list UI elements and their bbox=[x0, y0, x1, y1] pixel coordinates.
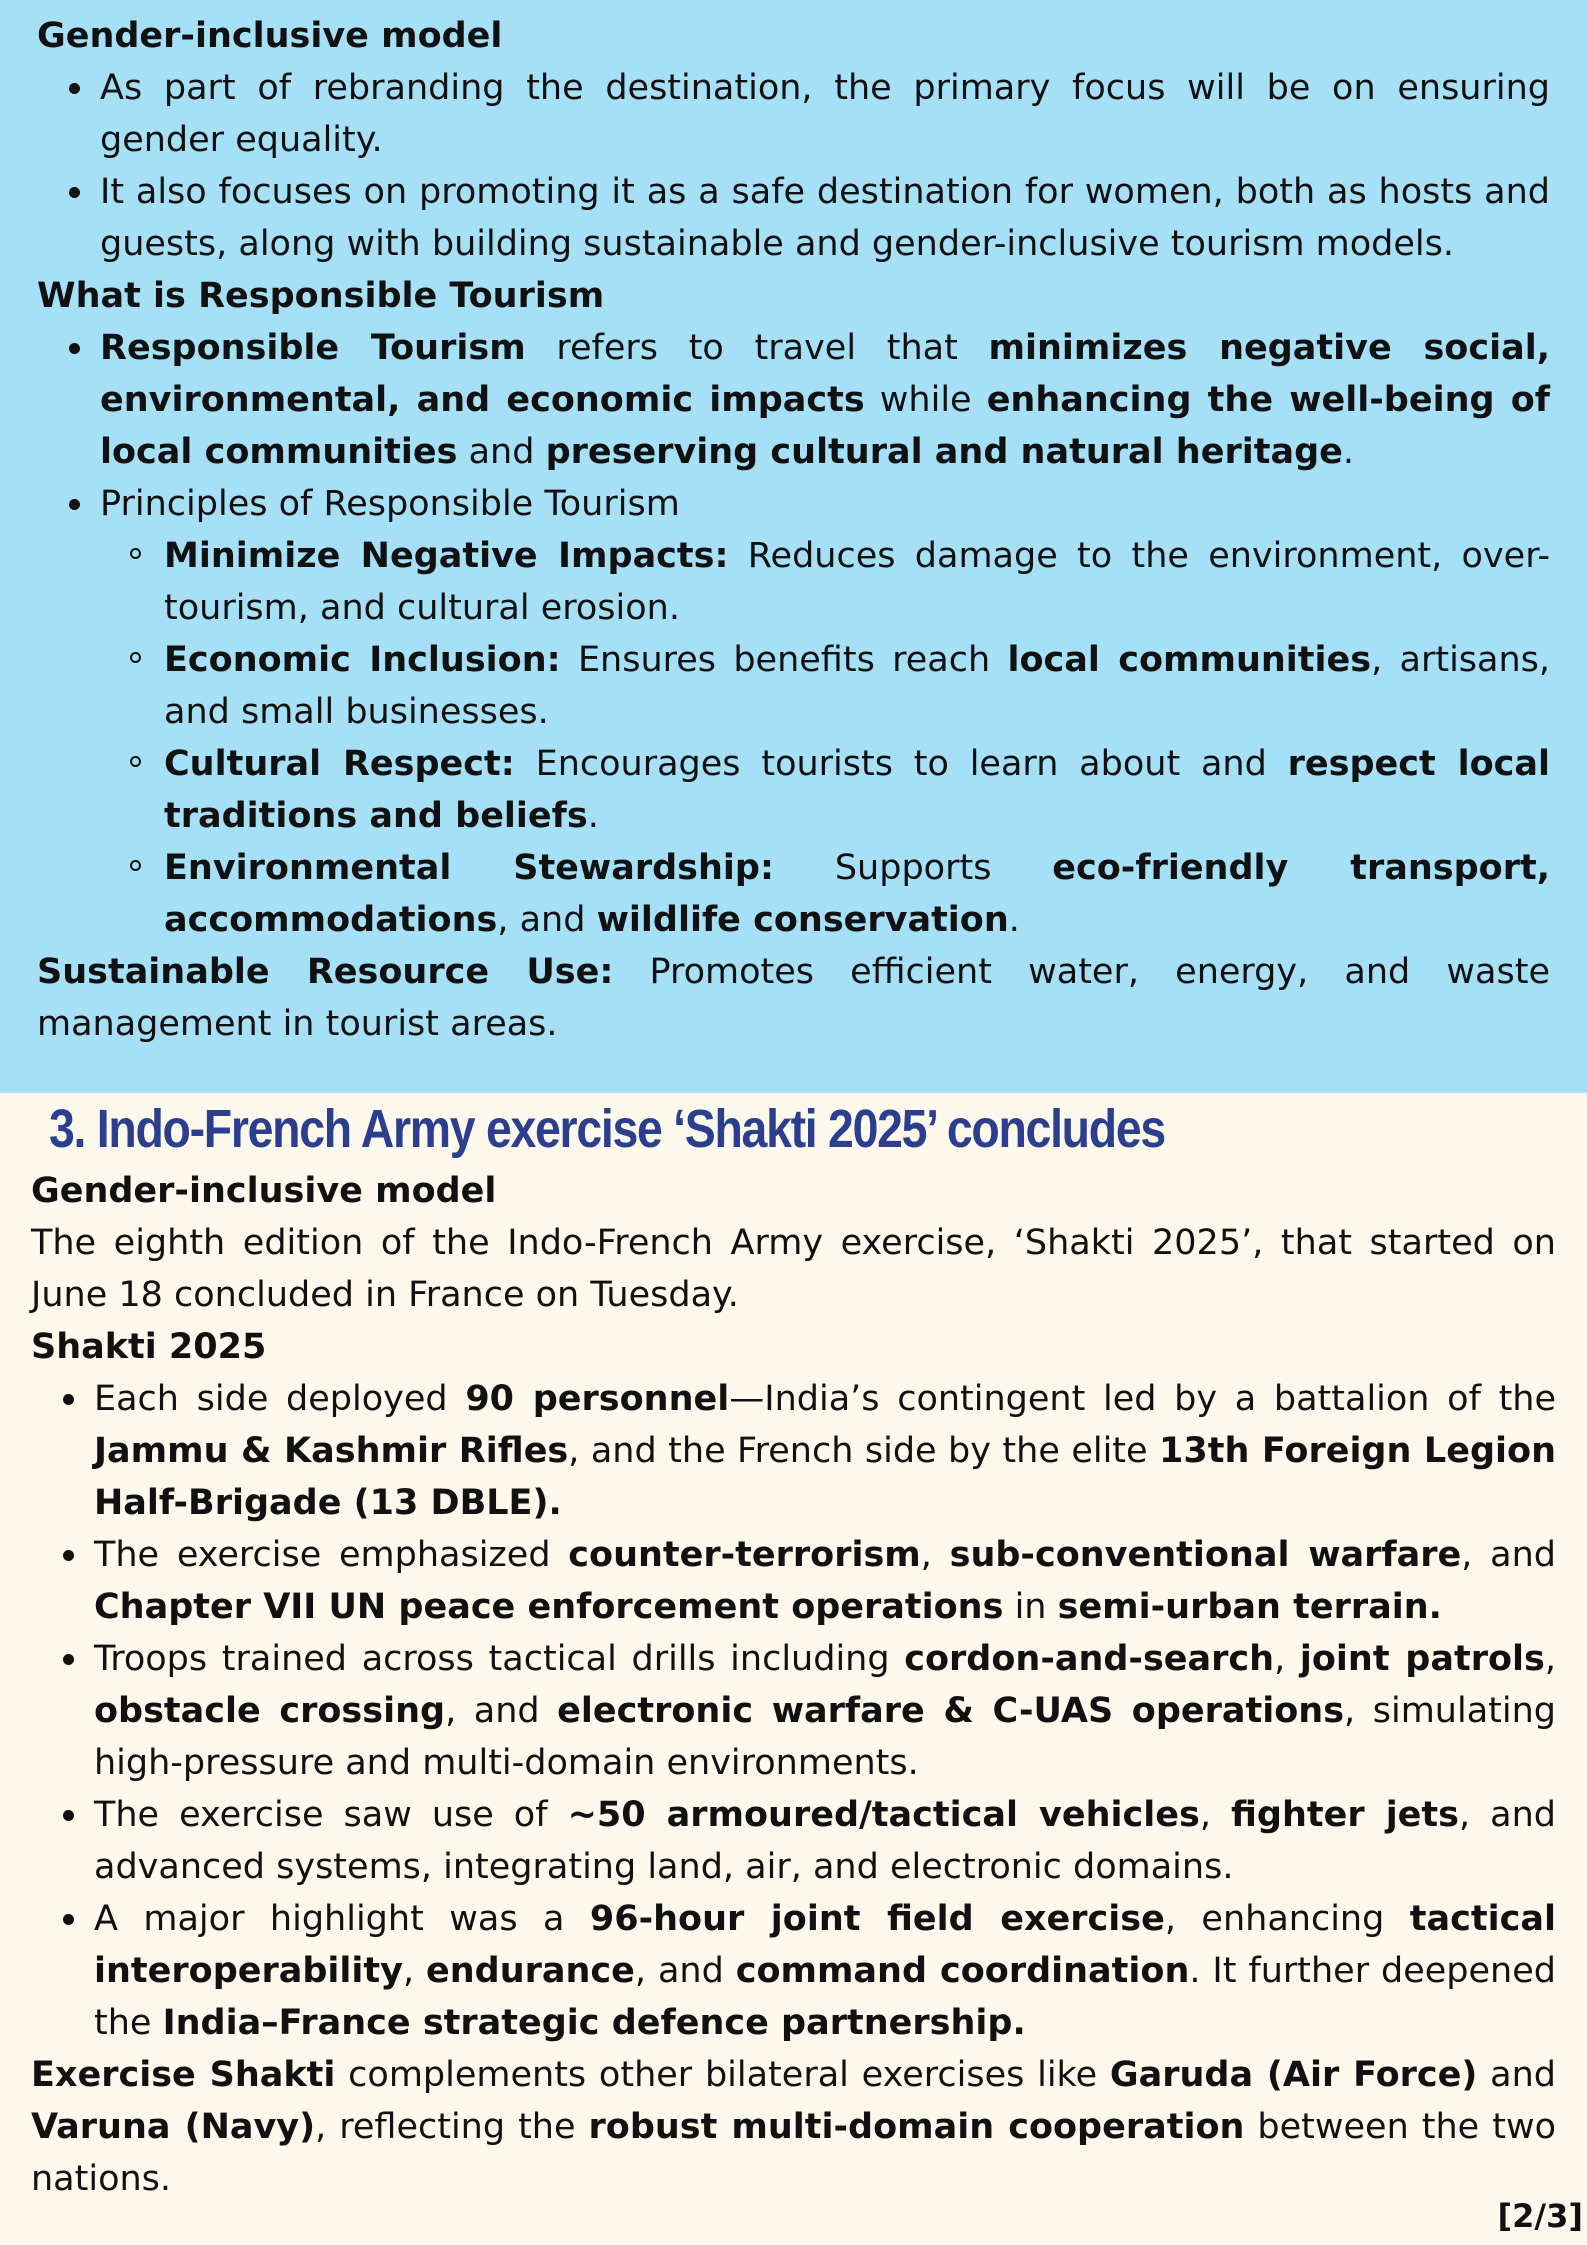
bold-text: cordon-and-search bbox=[904, 1639, 1275, 1679]
text: , and bbox=[497, 900, 597, 940]
list-item bbox=[37, 478, 1550, 946]
text: Troops trained across tactical drills including bbox=[94, 1639, 905, 1679]
bold-text: endurance bbox=[426, 1951, 635, 1991]
sustainable-resource-paragraph bbox=[37, 946, 1550, 1050]
text: . bbox=[1342, 432, 1354, 472]
bold-text: eco-friendly transport, accommodations bbox=[164, 848, 1550, 940]
text: , enhancing bbox=[1164, 1899, 1410, 1939]
bold-text: command coordination bbox=[735, 1951, 1190, 1991]
page-number: [2/3] bbox=[1497, 2197, 1583, 2235]
bold-text: Cultural Respect: bbox=[164, 744, 515, 784]
bold-text: respect local traditions and beliefs bbox=[164, 744, 1550, 836]
bold-text: Exercise Shakti bbox=[31, 2055, 336, 2095]
text: and bbox=[1477, 2055, 1556, 2095]
text: The exercise saw use of bbox=[94, 1795, 568, 1835]
bold-text: Chapter VII UN peace enforcement operations bbox=[94, 1587, 1004, 1627]
text: in bbox=[1003, 1587, 1058, 1627]
heading-shakti-2025: Shakti 2025 bbox=[31, 1327, 267, 1367]
text: , and advanced systems, integrating land, air, and electronic domains. bbox=[94, 1795, 1556, 1887]
bold-text: counter-terrorism bbox=[568, 1535, 921, 1575]
bold-text: electronic warfare & C-UAS operations bbox=[557, 1691, 1345, 1731]
bold-text: ~50 armoured/tactical vehicles bbox=[567, 1795, 1200, 1835]
bold-text: robust multi-domain cooperation bbox=[588, 2107, 1245, 2147]
bold-text: sub-conventional warfare bbox=[949, 1535, 1462, 1575]
shakti-section bbox=[0, 1093, 1587, 2245]
text: Supports bbox=[773, 848, 1053, 888]
responsible-tourism-list bbox=[37, 322, 1550, 946]
bold-text: Varuna (Navy) bbox=[31, 2107, 316, 2147]
bold-text: tactical interoperability bbox=[94, 1899, 1556, 1991]
bold-text: 90 personnel bbox=[465, 1379, 730, 1419]
text: . bbox=[587, 796, 599, 836]
intro-paragraph: The eighth edition of the Indo-French Army exercise, ‘Shakti 2025’, that started on June 18 concluded in France on Tuesday. bbox=[31, 1223, 1556, 1315]
bold-text: minimizes negative social, environmental, and economic impacts bbox=[100, 328, 1550, 420]
bold-text: obstacle crossing bbox=[94, 1691, 446, 1731]
principle-item bbox=[100, 738, 1550, 842]
bold-text: joint patrols bbox=[1299, 1639, 1545, 1679]
list-item: It also focuses on promoting it as a safe destination for women, both as hosts and guests, along with building sustainable and gender-inclusive tourism models. bbox=[37, 166, 1550, 270]
bold-text: enhancing the well-being of local communities bbox=[100, 380, 1550, 472]
bold-text: Garuda (Air Force) bbox=[1109, 2055, 1478, 2095]
principle-item bbox=[100, 842, 1550, 946]
list-item bbox=[31, 1529, 1556, 1633]
bold-text: fighter jets bbox=[1230, 1795, 1459, 1835]
bold-text: preserving cultural and natural heritage bbox=[545, 432, 1343, 472]
text: and bbox=[457, 432, 546, 472]
bold-text: wildlife conservation bbox=[596, 900, 1009, 940]
bold-text: 96-hour joint field exercise bbox=[589, 1899, 1165, 1939]
bold-text: Environmental Stewardship: bbox=[164, 848, 774, 888]
text: complements other bilateral exercises like bbox=[335, 2055, 1110, 2095]
list-item bbox=[31, 1789, 1556, 1893]
text: Each side deployed bbox=[94, 1379, 466, 1419]
text: , bbox=[1274, 1639, 1300, 1679]
text: , and bbox=[1461, 1535, 1556, 1575]
text: . bbox=[1008, 900, 1020, 940]
heading-gender-inclusive: Gender-inclusive model bbox=[31, 1171, 497, 1211]
text: , simulating high-pressure and multi-domain environments. bbox=[94, 1691, 1556, 1783]
text: Encourages tourists to learn about and bbox=[514, 744, 1288, 784]
principle-item bbox=[100, 530, 1550, 634]
text: , bbox=[402, 1951, 426, 1991]
bold-text: Minimize Negative Impacts: bbox=[164, 536, 729, 576]
text: , bbox=[1199, 1795, 1231, 1835]
principle-item bbox=[100, 634, 1550, 738]
text: between the two nations. bbox=[31, 2107, 1556, 2199]
list-item bbox=[37, 322, 1550, 478]
list-item: As part of rebranding the destination, the primary focus will be on ensuring gender equality. bbox=[37, 62, 1550, 166]
bold-text: Economic Inclusion: bbox=[164, 640, 561, 680]
text: , and the French side by the elite bbox=[568, 1431, 1160, 1471]
text: , artisans, and small businesses. bbox=[164, 640, 1551, 732]
text: . It further deepened the bbox=[94, 1951, 1556, 2043]
principles-list bbox=[100, 530, 1550, 946]
text: Reduces damage to the environment, over-tourism, and cultural erosion. bbox=[164, 536, 1550, 628]
text: refers to travel that bbox=[525, 328, 989, 368]
bold-text: Jammu & Kashmir Rifles bbox=[94, 1431, 569, 1471]
section-title: 3. Indo-French Army exercise ‘Shakti 2025’ concludes bbox=[49, 1099, 1165, 1159]
bold-text: Responsible Tourism bbox=[100, 328, 526, 368]
text: Promotes efficient water, energy, and waste management in tourist areas. bbox=[37, 952, 1550, 1044]
gender-bullet-list bbox=[37, 62, 1550, 270]
text: —India’s contingent led by a battalion of the bbox=[729, 1379, 1557, 1419]
text: , and bbox=[445, 1691, 558, 1731]
bold-text: local communities bbox=[1007, 640, 1372, 680]
text: Ensures benefits reach bbox=[560, 640, 1008, 680]
shakti-bullet-list bbox=[31, 1373, 1556, 2049]
bold-text: Sustainable Resource Use: bbox=[37, 952, 614, 992]
bold-text: India–France strategic defence partnership. bbox=[162, 2003, 1026, 2043]
list-item bbox=[31, 1373, 1556, 1529]
text: , bbox=[920, 1535, 950, 1575]
list-item bbox=[31, 1633, 1556, 1789]
bold-text: semi-urban terrain. bbox=[1057, 1587, 1442, 1627]
responsible-tourism-section bbox=[0, 0, 1587, 1093]
text: , bbox=[1544, 1639, 1556, 1679]
text: The exercise emphasized bbox=[94, 1535, 569, 1575]
text: , and bbox=[634, 1951, 736, 1991]
closing-paragraph bbox=[31, 2049, 1556, 2205]
list-item bbox=[31, 1893, 1556, 2049]
text: while bbox=[864, 380, 987, 420]
heading-responsible-tourism: What is Responsible Tourism bbox=[37, 276, 605, 316]
principles-label: Principles of Responsible Tourism bbox=[100, 484, 680, 524]
bold-text: 13th Foreign Legion Half-Brigade (13 DBLE). bbox=[94, 1431, 1556, 1523]
text: A major highlight was a bbox=[94, 1899, 590, 1939]
text: , reflecting the bbox=[315, 2107, 589, 2147]
heading-gender-inclusive: Gender-inclusive model bbox=[37, 16, 503, 56]
